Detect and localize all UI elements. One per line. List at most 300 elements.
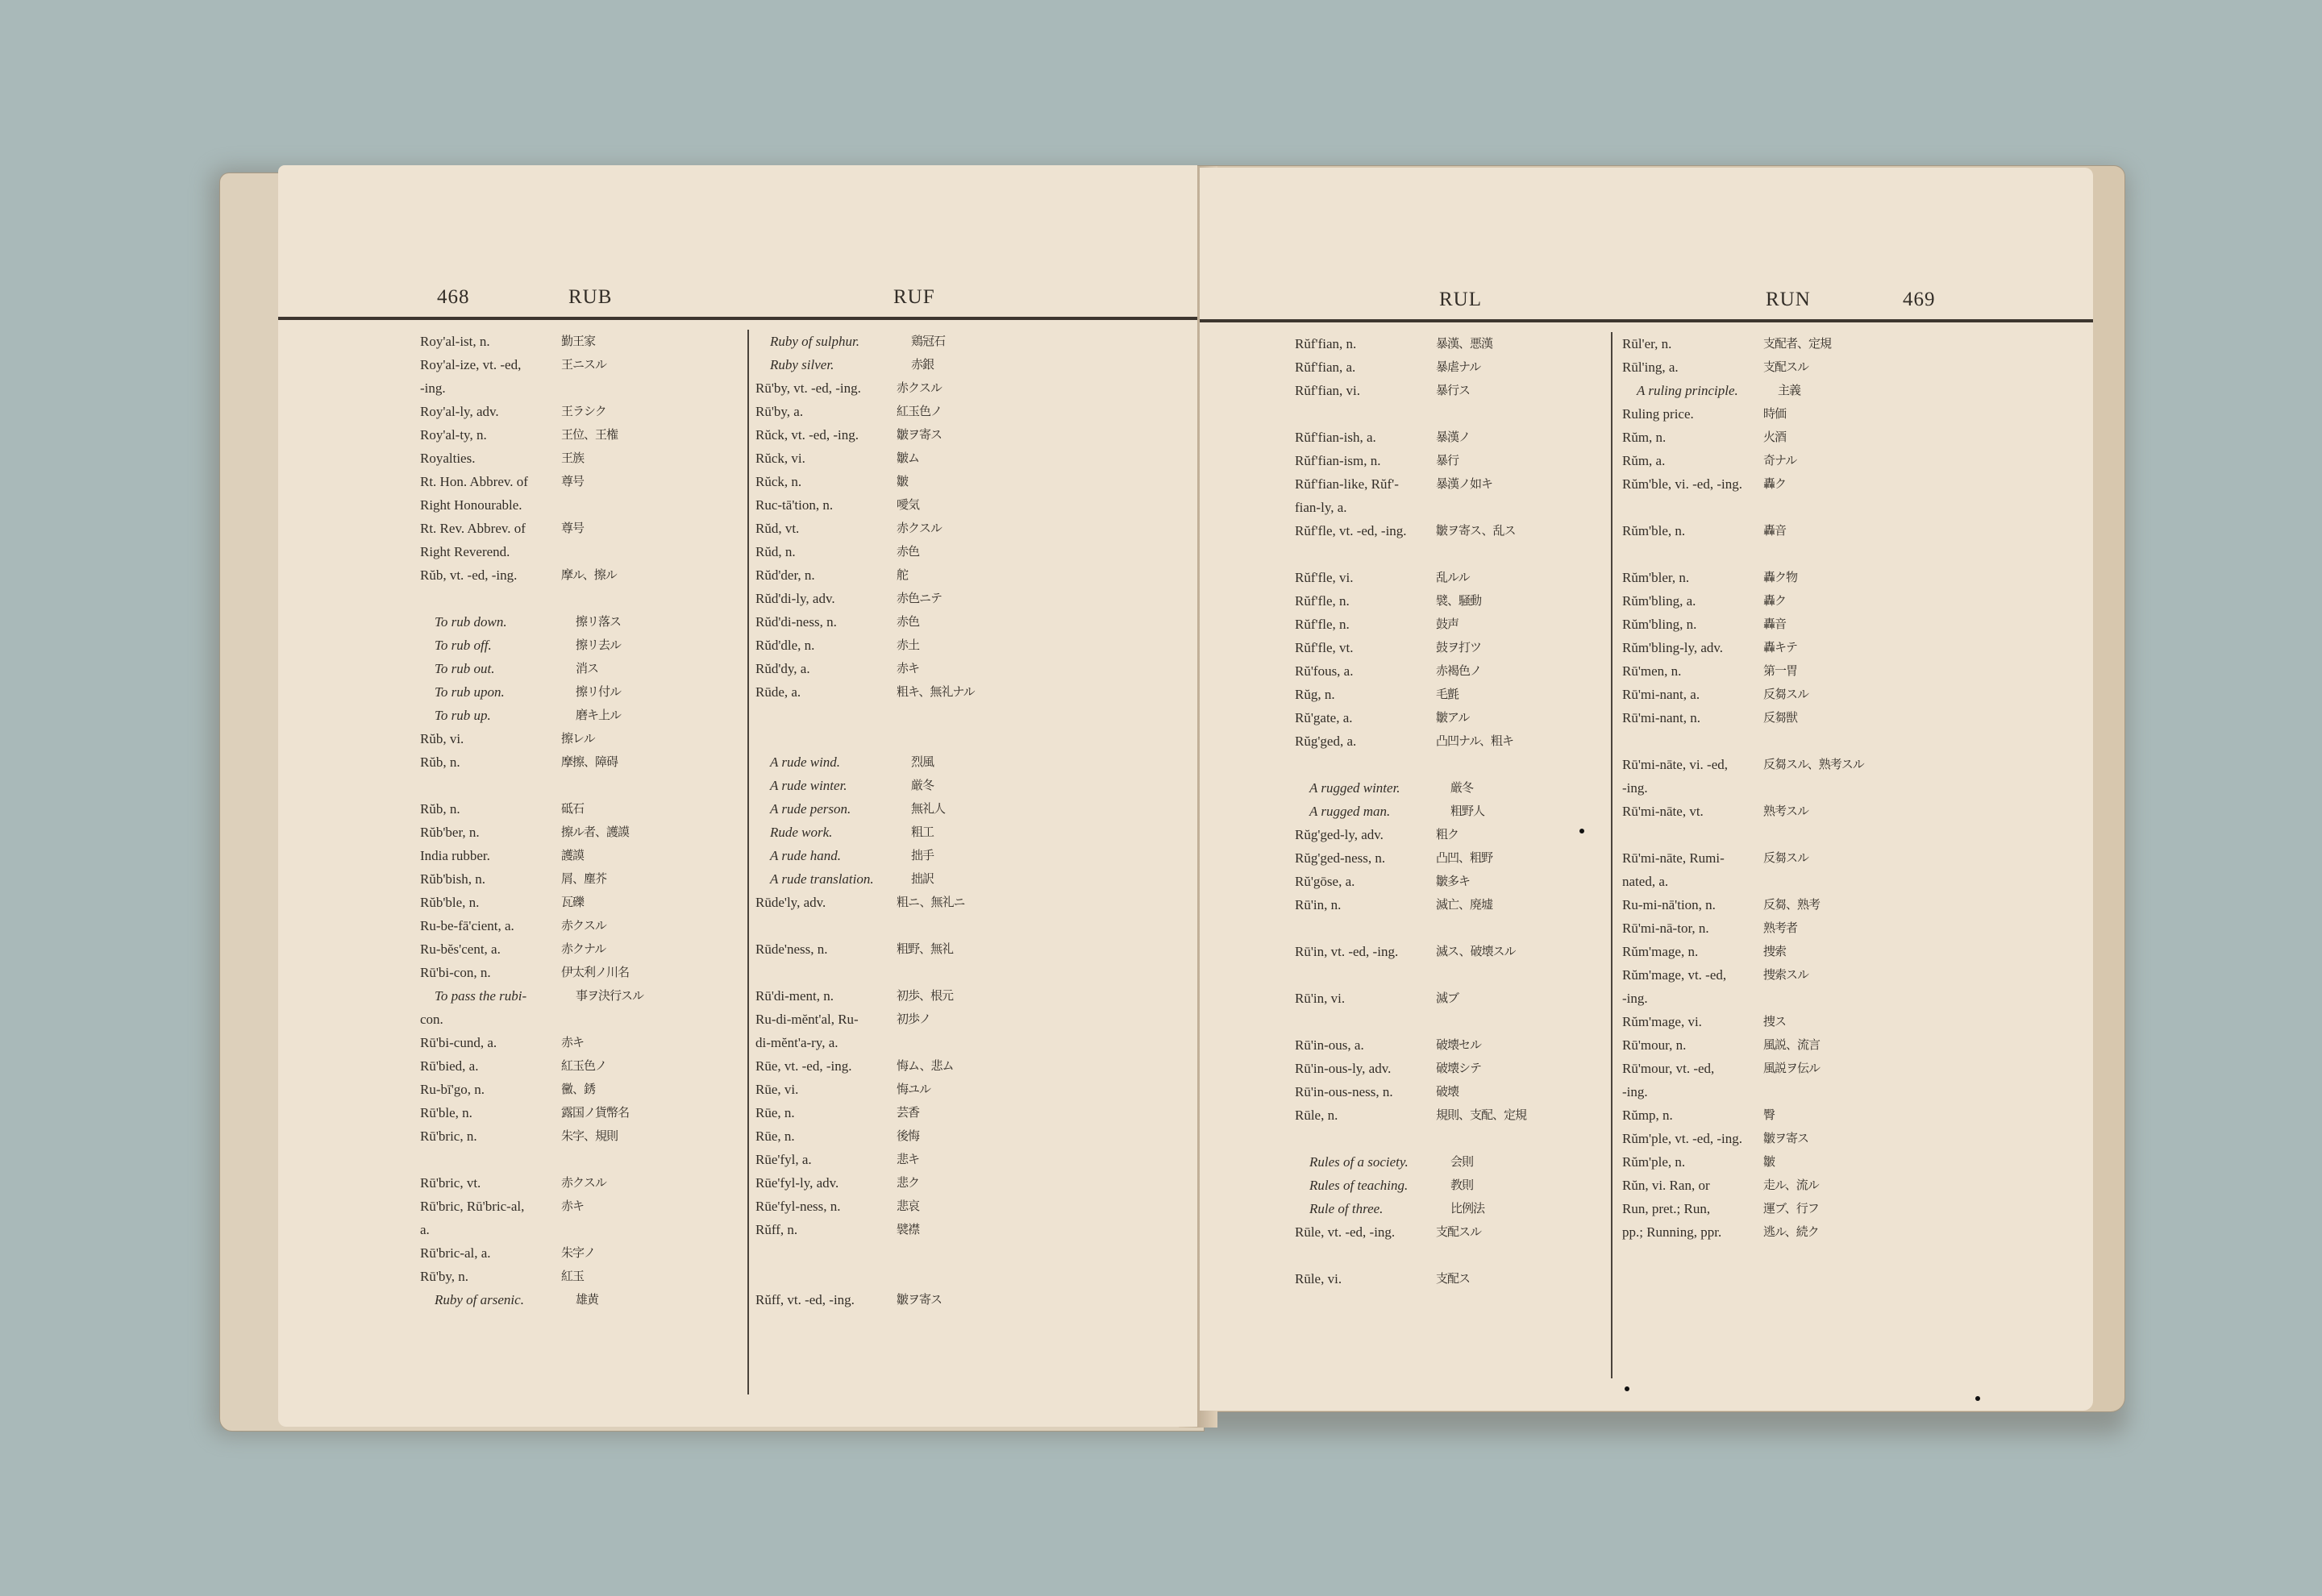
entry-headword: Rŭd'dle, n. — [755, 638, 815, 653]
entry-gloss: 粗キ、無礼ナル — [897, 684, 975, 699]
entry-headword: Rū'bric-al, a. — [420, 1245, 491, 1261]
entry-gloss — [1763, 1080, 1945, 1103]
entry-gloss: 王族 — [561, 451, 585, 465]
dictionary-entry — [420, 797, 718, 821]
dictionary-entry — [420, 634, 718, 657]
entry-headword: fian-ly, a. — [1295, 500, 1347, 515]
entry-headword — [420, 587, 561, 610]
entry-gloss: 噯気 — [897, 497, 920, 512]
dictionary-entry — [755, 1241, 1070, 1265]
left-dictionary-column-2 — [755, 330, 1070, 1370]
dictionary-entry — [755, 1148, 1070, 1171]
entry-headword: nated, a. — [1622, 874, 1669, 889]
entry-headword: Roy'al-ly, adv. — [420, 404, 499, 419]
dictionary-entry — [1295, 683, 1590, 706]
dictionary-entry — [1295, 496, 1590, 519]
entry-gloss — [1436, 1127, 1590, 1150]
entry-headword — [755, 1265, 897, 1288]
dictionary-entry — [755, 1265, 1070, 1288]
dictionary-entry — [420, 1288, 718, 1311]
entry-headword: Rŭck, n. — [755, 474, 802, 489]
entry-headword: Rū'by, vt. -ed, -ing. — [755, 380, 861, 396]
entry-headword: -ing. — [1622, 780, 1648, 796]
entry-headword: Rŭb'bish, n. — [420, 871, 485, 887]
dictionary-entry — [1622, 940, 1945, 963]
dictionary-entry — [755, 1008, 1070, 1031]
dictionary-entry — [1622, 916, 1945, 940]
entry-gloss: 比例法 — [1450, 1201, 1485, 1216]
dictionary-entry — [755, 400, 1070, 423]
entry-gloss: 皺 — [1763, 1154, 1775, 1169]
entry-headword: Rū'di-ment, n. — [755, 988, 834, 1004]
entry-gloss — [1763, 987, 1945, 1010]
dictionary-entry — [1622, 800, 1945, 823]
entry-gloss: 尊号 — [561, 474, 585, 488]
dictionary-entry — [420, 727, 718, 750]
dictionary-entry — [1295, 870, 1590, 893]
dictionary-entry — [1622, 823, 1945, 846]
dictionary-entry — [420, 540, 718, 563]
dictionary-entry — [1295, 823, 1590, 846]
entry-gloss: 赤褐色ノ — [1436, 663, 1482, 678]
dictionary-entry — [420, 704, 718, 727]
entry-headword: Ru-bī'go, n. — [420, 1082, 485, 1097]
entry-headword: Roy'al-ist, n. — [420, 334, 490, 349]
entry-gloss: 捜索 — [1763, 944, 1787, 958]
entry-gloss — [1436, 916, 1590, 940]
entry-gloss: 凸凹、粗野 — [1436, 850, 1493, 865]
dictionary-entry — [420, 517, 718, 540]
dictionary-entry — [1295, 987, 1590, 1010]
entry-gloss: 凸凹ナル、粗キ — [1436, 734, 1514, 748]
dictionary-entry — [420, 1218, 718, 1241]
entry-headword: Rŭm'ble, vi. -ed, -ing. — [1622, 476, 1742, 492]
right-dictionary-column-2 — [1622, 332, 1945, 1354]
entry-headword — [1295, 402, 1436, 426]
entry-headword: Rŭb, n. — [420, 801, 460, 817]
dictionary-entry — [1622, 542, 1945, 566]
entry-headword: Rū'in-ous-ness, n. — [1295, 1084, 1393, 1099]
dictionary-entry — [1622, 472, 1945, 496]
entry-headword: Rŭg, n. — [1295, 687, 1335, 702]
entry-headword: Rūe, n. — [755, 1128, 795, 1144]
entry-gloss: 滅ブ — [1436, 991, 1459, 1005]
entry-gloss — [1436, 963, 1590, 987]
entry-gloss: 擦ル者、護謨 — [561, 825, 630, 839]
dictionary-entry — [755, 867, 1070, 891]
entry-gloss: 風説ヲ伝ル — [1763, 1061, 1821, 1075]
dictionary-entry — [1295, 940, 1590, 963]
dictionary-entry — [1622, 636, 1945, 659]
entry-headword: Rūe, vt. -ed, -ing. — [755, 1058, 852, 1074]
dictionary-entry — [755, 961, 1070, 984]
dictionary-entry — [755, 1195, 1070, 1218]
entry-gloss: 第一胃 — [1763, 663, 1798, 678]
dictionary-entry — [755, 540, 1070, 563]
dictionary-entry — [420, 1241, 718, 1265]
dictionary-entry — [1295, 542, 1590, 566]
dictionary-entry — [1622, 776, 1945, 800]
entry-headword: a. — [420, 1222, 430, 1237]
entry-gloss: 砥石 — [561, 801, 585, 816]
entry-headword: Rules of a society. — [1309, 1154, 1409, 1170]
dictionary-entry — [1295, 1010, 1590, 1033]
entry-gloss: 擦リ落ス — [576, 614, 622, 629]
entry-gloss: 破壊シテ — [1436, 1061, 1482, 1075]
entry-gloss — [561, 587, 718, 610]
entry-gloss: 尊号 — [561, 521, 585, 535]
dictionary-entry — [755, 657, 1070, 680]
dictionary-entry — [420, 1078, 718, 1101]
entry-gloss: 反芻スル — [1763, 850, 1809, 865]
entry-gloss: 悲キ — [897, 1152, 920, 1166]
dictionary-entry — [755, 587, 1070, 610]
dictionary-entry — [420, 1171, 718, 1195]
dictionary-entry — [755, 844, 1070, 867]
dictionary-entry — [1295, 1033, 1590, 1057]
entry-headword: Rū'by, a. — [755, 404, 804, 419]
entry-gloss: 熟考者 — [1763, 921, 1798, 935]
dictionary-entry — [1622, 729, 1945, 753]
entry-gloss: 暴行ス — [1436, 383, 1471, 397]
ink-mark — [1975, 1396, 1980, 1401]
dictionary-entry — [420, 1124, 718, 1148]
entry-gloss: 王ラシク — [561, 404, 606, 418]
entry-headword: Rt. Hon. Abbrev. of — [420, 474, 528, 489]
entry-headword: Right Honourable. — [420, 497, 522, 513]
entry-headword: Rŭd'di-ness, n. — [755, 614, 837, 630]
entry-headword: To pass the rubi- — [435, 988, 527, 1004]
dictionary-entry — [755, 1124, 1070, 1148]
entry-headword: Rŭd, n. — [755, 544, 796, 559]
left-headword: RUB — [568, 286, 613, 308]
entry-headword — [1295, 1127, 1436, 1150]
dictionary-entry — [755, 821, 1070, 844]
entry-headword: Rūle, n. — [1295, 1108, 1338, 1123]
entry-headword: Rude work. — [770, 825, 833, 840]
entry-headword: Run, pret.; Run, — [1622, 1201, 1711, 1216]
entry-headword: Rū'by, n. — [420, 1269, 469, 1284]
dictionary-entry — [1295, 1127, 1590, 1150]
right-header-rule — [1200, 319, 2093, 322]
dictionary-entry — [1295, 379, 1590, 402]
dictionary-entry — [755, 774, 1070, 797]
left-page-number: 468 — [437, 286, 470, 308]
entry-headword: Rūe'fyl, a. — [755, 1152, 812, 1167]
entry-gloss: 皺アル — [1436, 710, 1470, 725]
entry-headword — [755, 727, 897, 750]
dictionary-entry — [755, 330, 1070, 353]
entry-headword: Rŭm'bling-ly, adv. — [1622, 640, 1724, 655]
entry-headword: To rub up. — [435, 708, 491, 723]
entry-gloss: 赤クナル — [561, 941, 606, 956]
entry-gloss — [1436, 753, 1590, 776]
entry-headword: Rū'in, n. — [1295, 897, 1342, 912]
entry-headword: Rū'bric, n. — [420, 1128, 477, 1144]
dictionary-entry — [1295, 800, 1590, 823]
entry-gloss: 捜索スル — [1763, 967, 1809, 982]
entry-gloss: 拙手 — [911, 848, 934, 862]
entry-headword — [1622, 729, 1763, 753]
entry-gloss: 支配者、定規 — [1763, 336, 1832, 351]
dictionary-entry — [1622, 683, 1945, 706]
entry-headword: A rugged man. — [1309, 804, 1391, 819]
dictionary-entry — [1622, 893, 1945, 916]
dictionary-entry — [755, 634, 1070, 657]
entry-headword: A rude person. — [770, 801, 851, 817]
entry-headword: Rŭb'ber, n. — [420, 825, 480, 840]
entry-headword: Rūl'ing, a. — [1622, 360, 1679, 375]
dictionary-entry — [1622, 566, 1945, 589]
entry-headword: India rubber. — [420, 848, 490, 863]
dictionary-entry — [420, 774, 718, 797]
entry-gloss: 毛氈 — [1436, 687, 1459, 701]
entry-gloss: 破壊セル — [1436, 1037, 1482, 1052]
dictionary-entry — [420, 1148, 718, 1171]
right-page-header — [1200, 289, 2093, 318]
dictionary-entry — [420, 844, 718, 867]
entry-headword: Rū'bied, a. — [420, 1058, 479, 1074]
dictionary-entry — [1295, 659, 1590, 683]
entry-headword: Rŭb, vi. — [420, 731, 464, 746]
entry-gloss: 屑、塵芥 — [561, 871, 607, 886]
entry-headword: Rŭf'fian-ish, a. — [1295, 430, 1376, 445]
entry-gloss: 王位、王権 — [561, 427, 618, 442]
entry-headword: Rūde'ness, n. — [755, 941, 828, 957]
entry-gloss: 粗工 — [911, 825, 934, 839]
entry-headword — [1295, 963, 1436, 987]
entry-gloss: 赤クスル — [897, 380, 942, 395]
entry-gloss: 赤土 — [897, 638, 920, 652]
entry-headword: A rude wind. — [770, 754, 841, 770]
entry-gloss: 悔ム、悲ム — [897, 1058, 954, 1073]
entry-gloss: 赤色 — [897, 614, 920, 629]
dictionary-entry — [1295, 1080, 1590, 1103]
entry-gloss: 走ル、流ル — [1763, 1178, 1819, 1192]
dictionary-entry — [1295, 426, 1590, 449]
entry-gloss: 運ブ、行フ — [1763, 1201, 1819, 1216]
dictionary-entry — [420, 353, 718, 376]
entry-headword: Rŭff, vt. -ed, -ing. — [755, 1292, 855, 1307]
entry-gloss — [897, 727, 1070, 750]
dictionary-entry — [1295, 636, 1590, 659]
dictionary-entry — [1295, 1197, 1590, 1220]
dictionary-entry — [755, 1171, 1070, 1195]
entry-gloss: 襞襟 — [897, 1222, 920, 1236]
dictionary-entry — [755, 891, 1070, 914]
entry-headword: Ru-di-mĕnt'al, Ru- — [755, 1012, 859, 1027]
entry-headword: Rŭf'fian, a. — [1295, 360, 1356, 375]
entry-headword: Rŭ'gōse, a. — [1295, 874, 1355, 889]
dictionary-entry — [420, 867, 718, 891]
entry-headword: Rules of teaching. — [1309, 1178, 1409, 1193]
left-column-divider — [747, 330, 749, 1394]
dictionary-entry — [1295, 449, 1590, 472]
entry-gloss — [897, 961, 1070, 984]
dictionary-entry — [1295, 893, 1590, 916]
dictionary-entry — [1295, 566, 1590, 589]
entry-headword: To rub out. — [435, 661, 495, 676]
dictionary-entry — [1295, 1150, 1590, 1174]
dictionary-entry — [420, 984, 718, 1008]
entry-gloss: 朱字、規則 — [561, 1128, 618, 1143]
dictionary-entry — [1622, 1010, 1945, 1033]
dictionary-entry — [755, 1078, 1070, 1101]
entry-gloss: 事ヲ決行スル — [576, 988, 644, 1003]
dictionary-entry — [755, 1031, 1070, 1054]
entry-gloss: 悲ク — [897, 1175, 920, 1190]
dictionary-entry — [1295, 753, 1590, 776]
entry-headword: Rŭf'fle, vt. — [1295, 640, 1354, 655]
dictionary-entry — [420, 680, 718, 704]
entry-gloss — [1763, 729, 1945, 753]
left-page-header — [278, 286, 1197, 315]
entry-headword: Ru-bĕs'cent, a. — [420, 941, 501, 957]
dictionary-entry — [420, 330, 718, 353]
entry-gloss: 紅玉色ノ — [561, 1058, 607, 1073]
dictionary-entry — [420, 821, 718, 844]
entry-headword: -ing. — [1622, 991, 1648, 1006]
dictionary-entry — [755, 447, 1070, 470]
entry-gloss: 襞、騒動 — [1436, 593, 1482, 608]
entry-headword: Rūl'er, n. — [1622, 336, 1672, 351]
dictionary-entry — [1295, 1244, 1590, 1267]
entry-gloss: 轟ク — [1763, 593, 1787, 608]
entry-headword: A rude winter. — [770, 778, 847, 793]
dictionary-entry — [1622, 402, 1945, 426]
dictionary-entry — [420, 1054, 718, 1078]
entry-gloss: 暴漢ノ如キ — [1436, 476, 1493, 491]
dictionary-entry — [755, 937, 1070, 961]
entry-headword: Right Reverend. — [420, 544, 510, 559]
entry-gloss: 風説、流言 — [1763, 1037, 1821, 1052]
entry-gloss: 暴漢ノ — [1436, 430, 1471, 444]
dictionary-entry — [1622, 589, 1945, 613]
entry-gloss: 露国ノ貨幣名 — [561, 1105, 630, 1120]
dictionary-entry — [1622, 1127, 1945, 1150]
entry-headword: Ruling price. — [1622, 406, 1694, 422]
dictionary-entry — [420, 1101, 718, 1124]
entry-gloss: 破壊 — [1436, 1084, 1459, 1099]
entry-gloss: 粗ク — [1436, 827, 1459, 842]
dictionary-entry — [1622, 1080, 1945, 1103]
entry-gloss: 乱ルル — [1436, 570, 1470, 584]
dictionary-entry — [1295, 1267, 1590, 1291]
entry-gloss: 主義 — [1778, 383, 1801, 397]
dictionary-entry — [1295, 402, 1590, 426]
entry-gloss: 逃ル、続ク — [1763, 1224, 1819, 1239]
entry-headword: Rūe, vi. — [755, 1082, 799, 1097]
entry-gloss: 轟ク — [1763, 476, 1787, 491]
dictionary-entry — [1295, 332, 1590, 355]
dictionary-entry — [420, 1008, 718, 1031]
entry-headword: Rŭm, n. — [1622, 430, 1667, 445]
entry-gloss: 擦リ去ル — [576, 638, 622, 652]
dictionary-entry — [755, 680, 1070, 704]
entry-gloss: 赤キ — [561, 1035, 585, 1049]
entry-headword: To rub down. — [435, 614, 507, 630]
entry-headword — [1622, 823, 1763, 846]
entry-gloss: 伊太利ノ川名 — [561, 965, 630, 979]
entry-gloss: 赤色ニテ — [897, 591, 943, 605]
entry-gloss: 赤銀 — [911, 357, 934, 372]
entry-gloss: 雄黄 — [576, 1292, 599, 1307]
entry-gloss: 暴漢、悪漢 — [1436, 336, 1493, 351]
dictionary-entry — [1622, 379, 1945, 402]
entry-headword: Rūde'ly, adv. — [755, 895, 826, 910]
dictionary-entry — [1295, 846, 1590, 870]
entry-headword: Rŭf'fian-like, Rŭf'- — [1295, 476, 1399, 492]
entry-gloss: 轟キテ — [1763, 640, 1798, 655]
dictionary-entry — [1622, 496, 1945, 519]
entry-headword: Rūde, a. — [755, 684, 801, 700]
entry-gloss: 擦レル — [561, 731, 595, 746]
dictionary-entry — [1295, 776, 1590, 800]
entry-headword: Rū'in, vt. -ed, -ing. — [1295, 944, 1399, 959]
entry-headword: Rŭm'mage, vi. — [1622, 1014, 1702, 1029]
entry-gloss: 後悔 — [897, 1128, 920, 1143]
dictionary-entry — [1622, 613, 1945, 636]
entry-gloss: 熟考スル — [1763, 804, 1809, 818]
dictionary-entry — [1295, 1220, 1590, 1244]
entry-headword: Ru-mi-nā'tion, n. — [1622, 897, 1716, 912]
entry-gloss: 赤キ — [561, 1199, 585, 1213]
entry-headword: Ruc-tā'tion, n. — [755, 497, 834, 513]
dictionary-entry — [1622, 753, 1945, 776]
dictionary-entry — [1295, 1103, 1590, 1127]
entry-gloss: 粗ニ、無礼ニ — [897, 895, 965, 909]
entry-gloss: 烈風 — [911, 754, 934, 769]
entry-gloss: 皺ヲ寄ス — [897, 427, 943, 442]
entry-gloss: 規則、支配、定規 — [1436, 1108, 1527, 1122]
entry-headword: Rŭck, vi. — [755, 451, 805, 466]
entry-headword: Rŭn, vi. Ran, or — [1622, 1178, 1710, 1193]
dictionary-entry — [755, 1288, 1070, 1311]
entry-gloss: 磨キ上ル — [576, 708, 622, 722]
entry-headword: Rŭ'gate, a. — [1295, 710, 1353, 725]
entry-gloss: 会則 — [1450, 1154, 1474, 1169]
entry-headword — [755, 704, 897, 727]
entry-gloss — [1436, 542, 1590, 566]
entry-gloss — [561, 1148, 718, 1171]
entry-gloss: 赤クスル — [897, 521, 942, 535]
entry-headword: di-mĕnt'a-ry, a. — [755, 1035, 838, 1050]
entry-headword: Rū'mour, vt. -ed, — [1622, 1061, 1715, 1076]
entry-headword: Rŭm, a. — [1622, 453, 1666, 468]
entry-headword: Rŭm'mage, vt. -ed, — [1622, 967, 1727, 983]
entry-headword: Rū'in-ous, a. — [1295, 1037, 1364, 1053]
entry-headword: Rū'ble, n. — [420, 1105, 472, 1120]
dictionary-entry — [755, 493, 1070, 517]
entry-gloss: 拙訳 — [911, 871, 934, 886]
entry-gloss — [561, 774, 718, 797]
entry-headword: Rŭf'fle, n. — [1295, 593, 1350, 609]
entry-gloss — [897, 914, 1070, 937]
dictionary-entry — [755, 984, 1070, 1008]
entry-headword — [1622, 542, 1763, 566]
dictionary-entry — [420, 470, 718, 493]
dictionary-entry — [1622, 426, 1945, 449]
entry-headword — [1295, 1244, 1436, 1267]
entry-headword: Rū'bi-cund, a. — [420, 1035, 497, 1050]
dictionary-entry — [755, 727, 1070, 750]
entry-headword: Rŭd'dy, a. — [755, 661, 810, 676]
entry-gloss: 教則 — [1450, 1178, 1474, 1192]
entry-headword: Rt. Rev. Abbrev. of — [420, 521, 526, 536]
entry-gloss — [1763, 496, 1945, 519]
entry-headword: Rū'mi-nāte, vi. -ed, — [1622, 757, 1729, 772]
entry-headword: Rŭg'ged-ness, n. — [1295, 850, 1386, 866]
